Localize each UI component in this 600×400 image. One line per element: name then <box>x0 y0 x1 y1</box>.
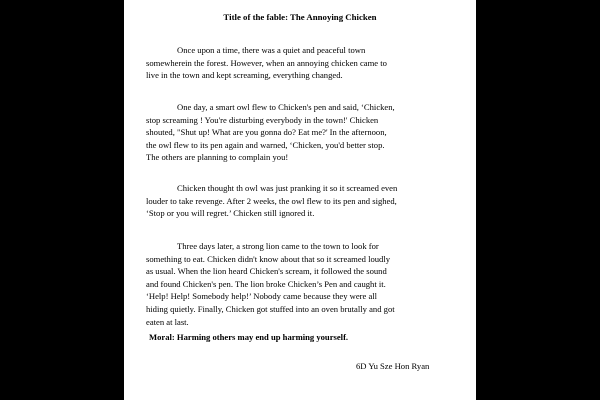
paragraph-line: something to eat. Chicken didn't know about that so it screamed loudly <box>146 253 391 264</box>
paragraph-line: live in the town and kept screaming, everything changed. <box>146 70 343 81</box>
paragraph-3 <box>146 182 462 220</box>
paragraph-line: shouted, "Shut up! What are you gonna do? Eat me?' In the afternoon, <box>146 127 387 138</box>
paragraph-line: as usual. When the lion heard Chicken's scream, it followed the sound <box>146 266 387 277</box>
paragraph-line: ‘Stop or you will regret.’ Chicken still ignored it. <box>146 208 315 219</box>
paragraph-line: Three days later, a strong lion came to the town to look for <box>177 241 379 251</box>
paragraph-4 <box>146 240 462 328</box>
paragraph-line: louder to take revenge. After 2 weeks, the owl flew to its pen and sighed, <box>146 195 397 206</box>
paragraph-line: stop screaming ! You're disturbing everybody in the town!' Chicken <box>146 114 379 125</box>
document-page <box>124 0 476 400</box>
paragraph-1 <box>146 44 462 82</box>
paragraph-line: somewherein the forest. However, when an annoying chicken came to <box>146 57 387 68</box>
paragraph-line: ‘Help! Help! Somebody help!’ Nobody came because they were all <box>146 291 378 302</box>
paragraph-line: and found Chicken's pen. The lion broke Chicken’s Pen and caught it. <box>146 278 386 289</box>
paragraph-line: Chicken thought th owl was just pranking it so it screamed even <box>177 183 398 193</box>
author-signature: 6D Yu Sze Hon Ryan <box>356 361 430 371</box>
fable-title: Title of the fable: The Annoying Chicken <box>223 12 377 22</box>
paragraph-2 <box>146 101 462 164</box>
paragraph-line: eaten at last. <box>146 316 189 327</box>
paragraph-line: the owl flew to its pen again and warned, ‘Chicken, you'd better stop. <box>146 139 385 150</box>
paragraph-line: hiding quietly. Finally, Chicken got stuffed into an oven brutally and got <box>146 303 395 314</box>
paragraph-line: One day, a smart owl flew to Chicken's pen and said, ‘Chicken, <box>177 102 395 112</box>
moral-statement: Moral: Harming others may end up harming yourself. <box>149 332 349 342</box>
paragraph-line: The others are planning to complain you! <box>146 152 289 163</box>
paragraph-line: Once upon a time, there was a quiet and peaceful town <box>177 45 366 55</box>
